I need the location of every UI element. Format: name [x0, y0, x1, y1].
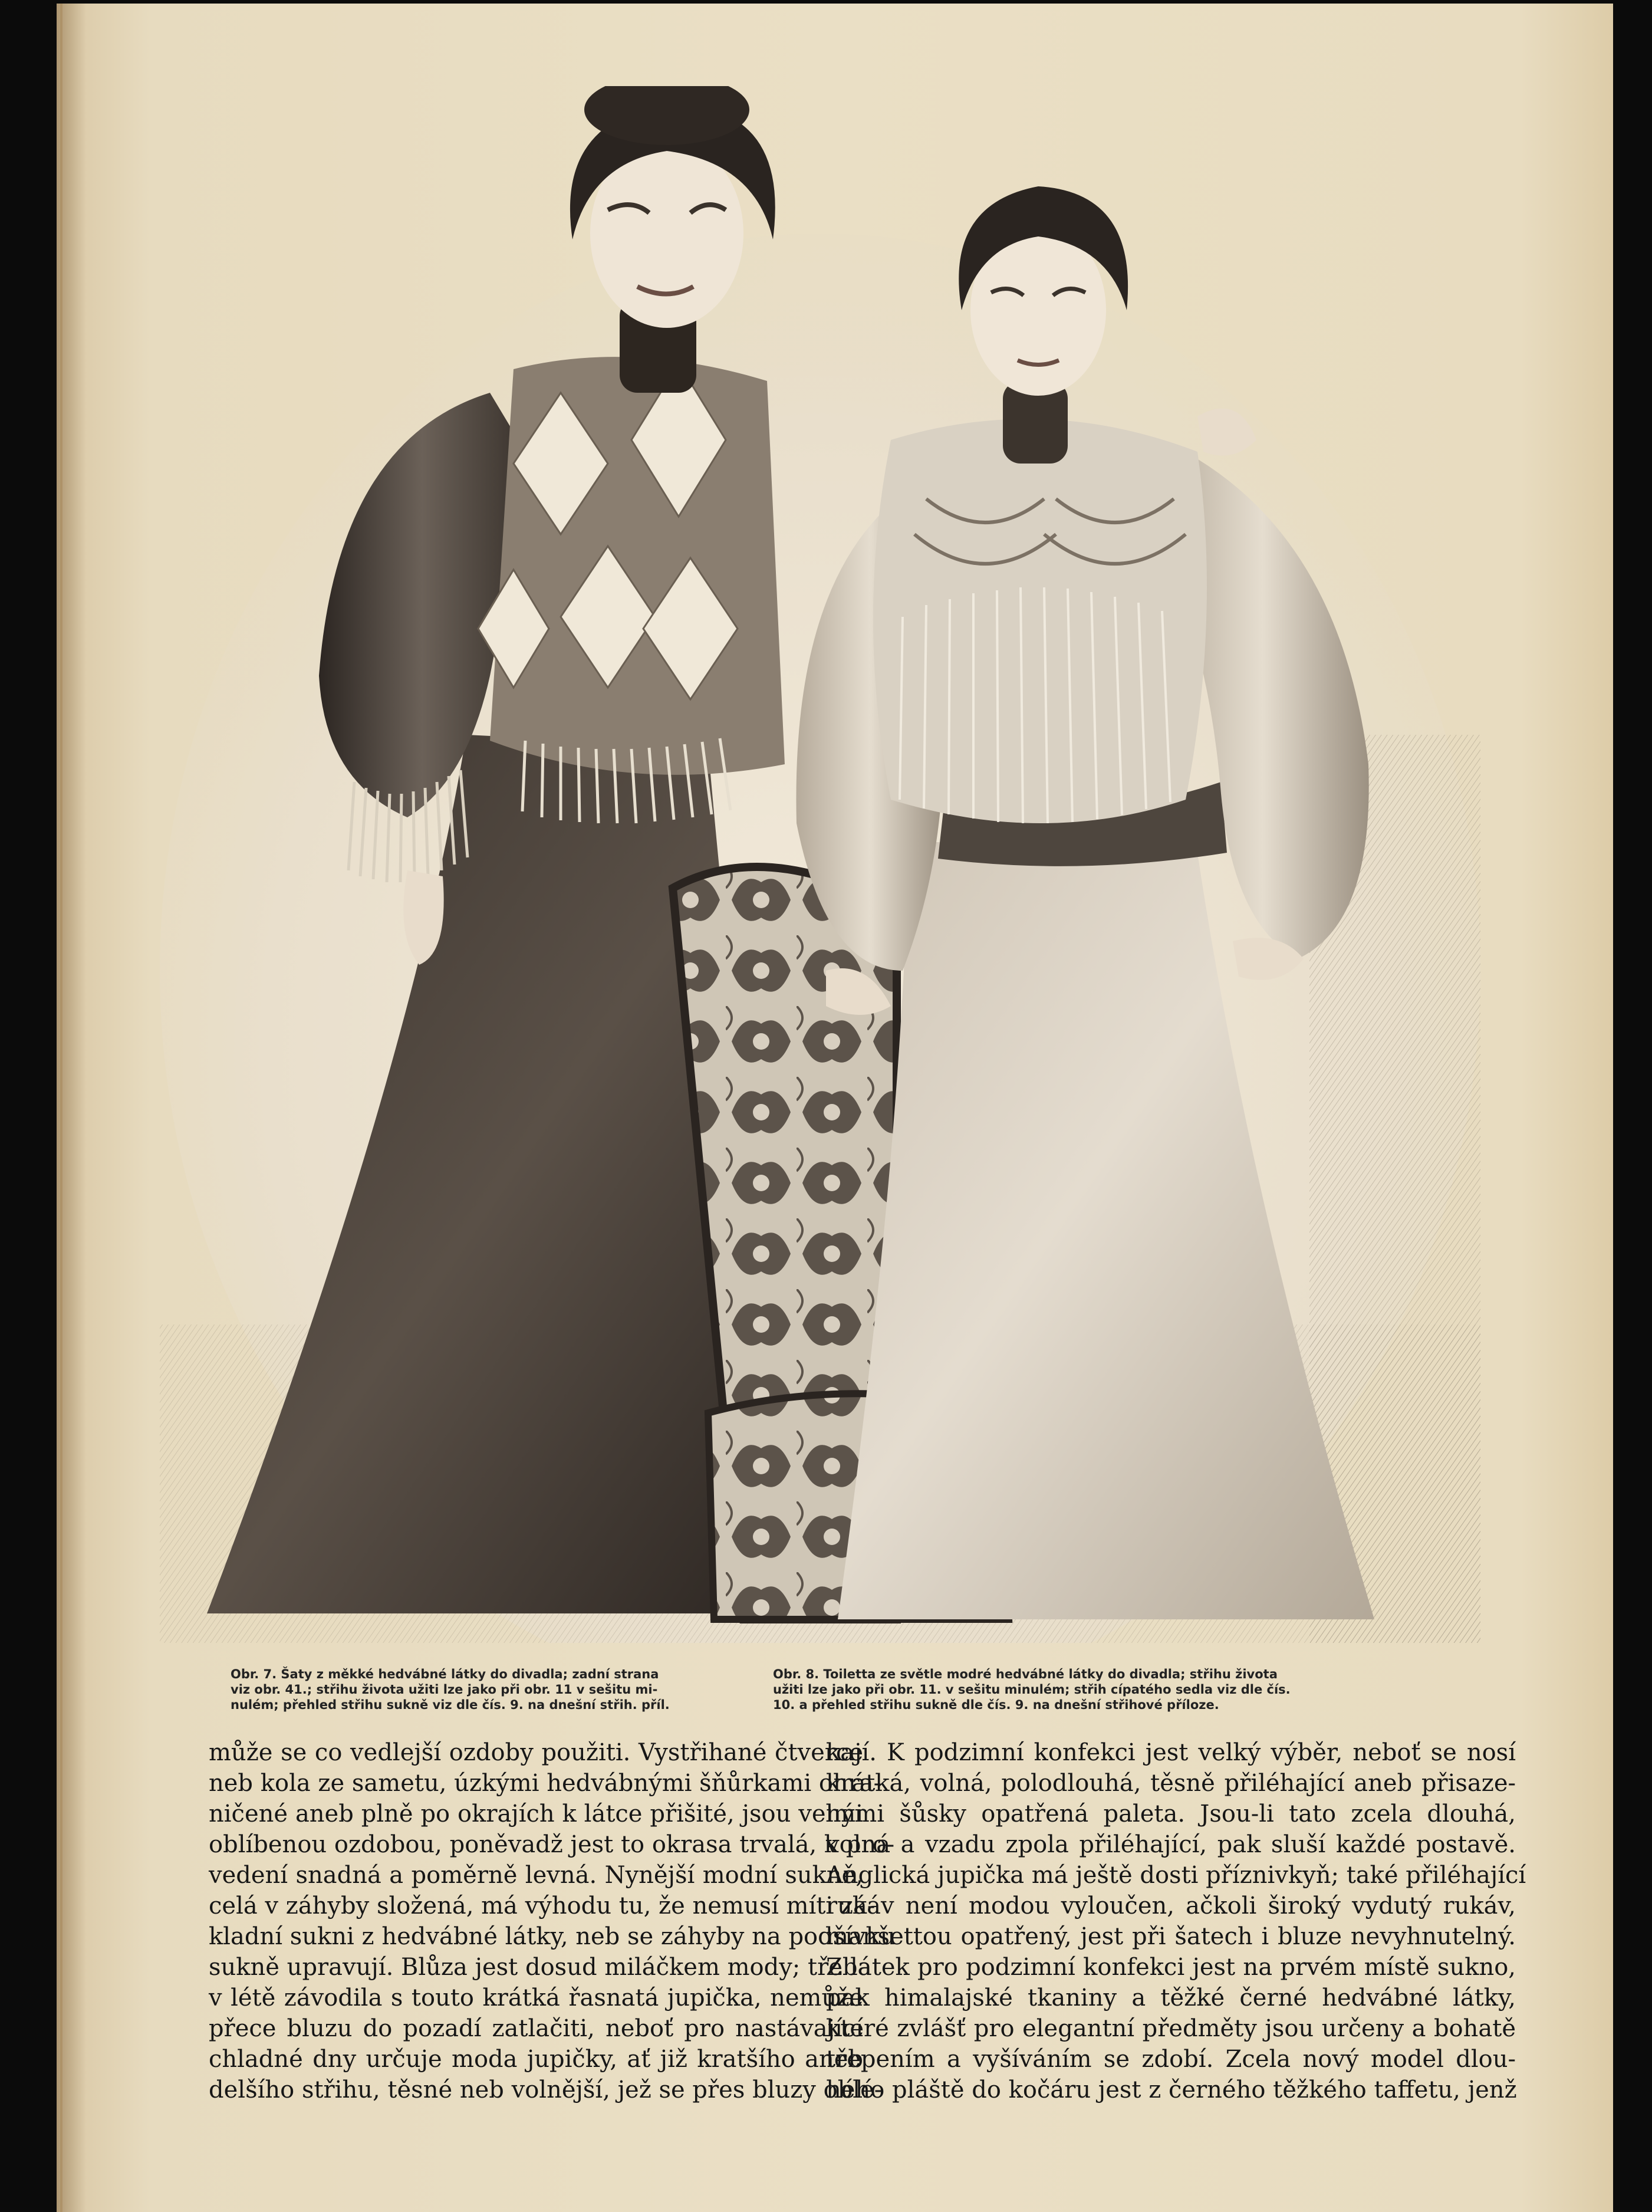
text-line: celá v záhyby složená, má výhodu tu, že nemusí míti zá-: [209, 1892, 876, 1920]
magazine-page: [57, 4, 1613, 2212]
caption-line: nulém; přehled střihu sukně viz dle čís. 9. na dnešní střih. příl.: [231, 1698, 670, 1712]
fashion-illustration: [160, 86, 1480, 1643]
text-line: manšettou opatřený, jest při šatech i bluze nevyhnutelný.: [826, 1923, 1516, 1950]
text-line: neb kola ze sametu, úzkými hedvábnými šňůrkami ohra-: [209, 1770, 882, 1797]
caption-line: Obr. 8. Toiletta ze světle modré hedvábné látky do divadla; střihu života: [773, 1667, 1278, 1681]
text-line: které zvlášť pro elegantní předměty jsou určeny a bohatě: [826, 2015, 1516, 2042]
text-line: krátká, volná, polodlouhá, těsně přiléhající aneb přisaze-: [826, 1770, 1516, 1797]
text-line: chladné dny určuje moda jupičky, ať již kratšího aneb: [209, 2046, 863, 2073]
caption-line: užiti lze jako při obr. 11. v sešitu minulém; střih cípatého sedla viz dle čís.: [773, 1682, 1291, 1697]
text-line: přece bluzu do pozadí zatlačiti, neboť pro nastávající: [209, 2015, 863, 2042]
page-spine: [60, 4, 62, 2212]
text-line: rukáv není modou vyloučen, ačkoli široký vydutý rukáv,: [826, 1892, 1516, 1920]
caption-line: viz obr. 41.; střihu života užiti lze jako při obr. 11 v sešitu mi-: [231, 1682, 658, 1697]
text-line: ničené aneb plně po okrajích k látce přišité, jsou velmi: [209, 1800, 863, 1828]
caption-figure-7: [231, 1667, 797, 1713]
text-line: Anglická jupička má ještě dosti příznivkyň; také přiléhající: [826, 1862, 1526, 1889]
text-line: v létě závodila s touto krátká řasnatá jupička, nemůže: [209, 1984, 863, 2011]
body-text-left-column: [209, 1737, 896, 2105]
text-line: kají. K podzimní konfekci jest velký výběr, neboť se nosí: [826, 1739, 1516, 1766]
text-line: pak himalajské tkaniny a těžké černé hedvábné látky,: [826, 1984, 1516, 2011]
text-line: sukně upravují. Blůza jest dosud miláčkem mody; třeba: [209, 1954, 872, 1981]
caption-line: Obr. 7. Šaty z měkké hedvábné látky do divadla; zadní strana: [231, 1667, 659, 1681]
text-line: může se co vedlejší ozdoby použiti. Vystřihané čtverce: [209, 1739, 863, 1766]
text-line: třepením a vyšíváním se zdobí. Zcela nový model dlou-: [826, 2046, 1516, 2073]
text-line: delšího střihu, těsné neb volnější, jež se přes bluzy oblé-: [209, 2076, 883, 2103]
body-text-right-column: [826, 1737, 1526, 2105]
text-line: volná a vzadu zpola přiléhající, pak sluší každé postavě.: [826, 1831, 1516, 1858]
caption-figure-8: [773, 1667, 1439, 1713]
text-line: Z látek pro podzimní konfekci jest na prvém místě sukno,: [826, 1954, 1516, 1981]
text-line: hého pláště do kočáru jest z černého těžkého taffetu, jenž: [826, 2076, 1517, 2103]
text-line: vedení snadná a poměrně levná. Nynější modní sukně,: [209, 1862, 863, 1889]
text-line: oblíbenou ozdobou, poněvadž jest to okrasa trvalá, k pro-: [209, 1831, 895, 1858]
caption-line: 10. a přehled střihu sukně dle čís. 9. na dnešní střihové příloze.: [773, 1698, 1219, 1712]
text-line: nými šůsky opatřená paleta. Jsou-li tato zcela dlouhá,: [826, 1800, 1516, 1828]
text-line: kladní sukni z hedvábné látky, neb se záhyby na podšívku: [209, 1923, 896, 1950]
